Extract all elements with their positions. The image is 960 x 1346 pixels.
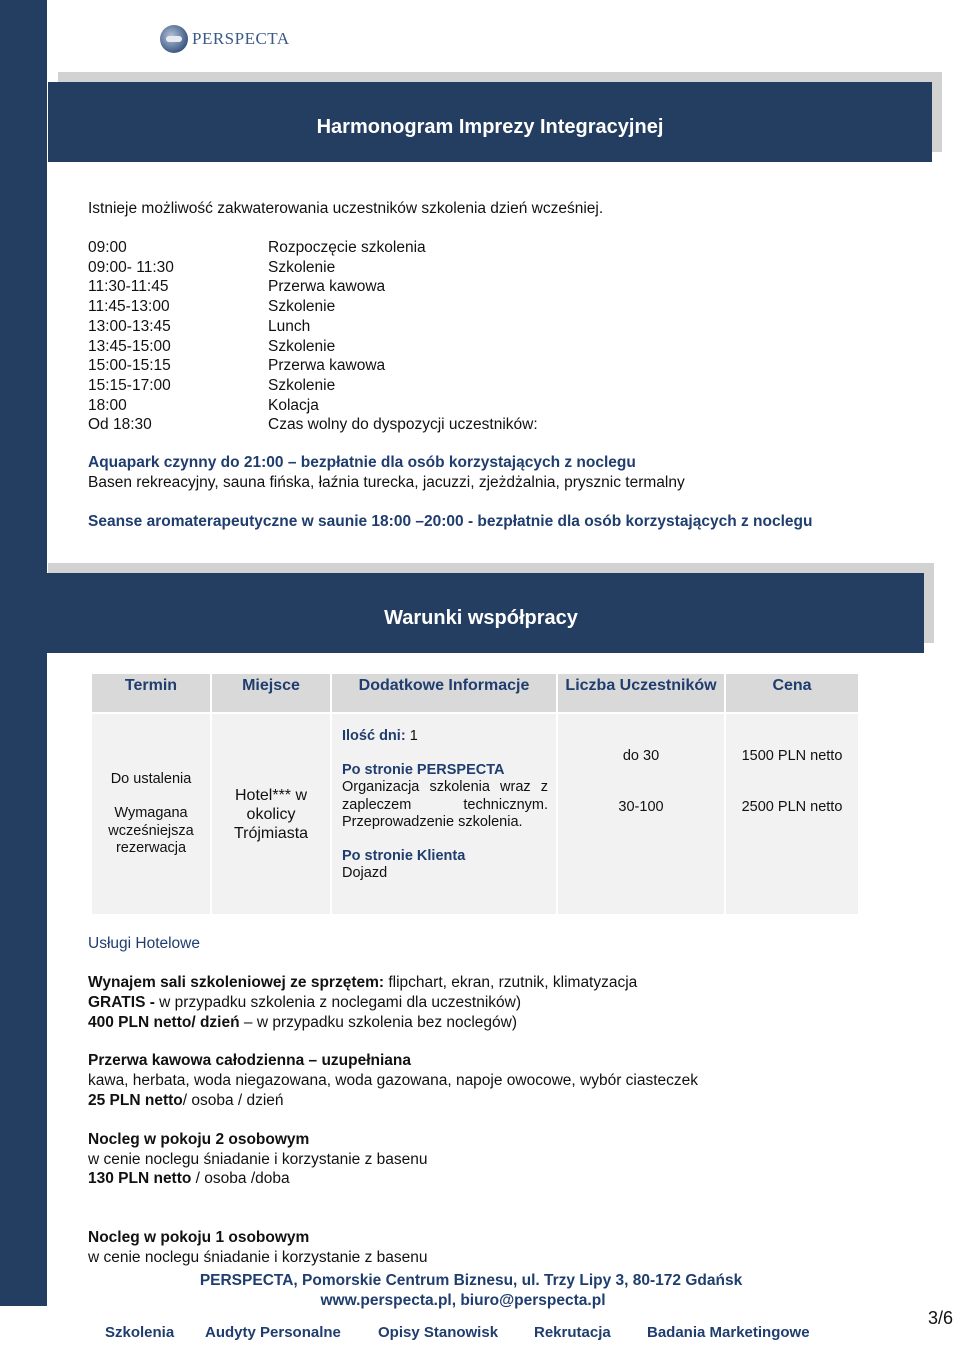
conditions-banner: Warunki współpracy [38, 573, 924, 653]
schedule-activity: Szkolenie [268, 337, 336, 355]
sauna-sessions: Seanse aromaterapeutyczne w saunie 18:00 –20:00 - bezpłatnie dla osób korzystających z noclegu [88, 513, 813, 530]
schedule-activity: Przerwa kawowa [268, 357, 386, 375]
schedule-row [88, 415, 538, 435]
schedule-time: 15:00-15:15 [88, 357, 171, 375]
table-header-row [91, 673, 859, 713]
schedule-time: 18:00 [88, 396, 127, 414]
schedule-row [88, 356, 538, 376]
logo-text: PERSPECTA [192, 29, 290, 48]
nav-item-opisy[interactable]: Opisy Stanowisk [378, 1324, 499, 1341]
schedule-row [88, 337, 538, 357]
schedule-time: Od 18:30 [88, 416, 152, 434]
double-room-heading: Nocleg w pokoju 2 osobowym [88, 1131, 310, 1148]
conditions-table [90, 672, 860, 916]
schedule-activity: Szkolenie [268, 258, 336, 276]
schedule-row [88, 297, 538, 317]
schedule-activity: Szkolenie [268, 298, 336, 316]
left-side-bar [0, 0, 47, 1306]
price-value: 2500 PLN netto [741, 799, 843, 815]
participants-value: do 30 [622, 748, 660, 764]
schedule-activity: Czas wolny do dyspozycji uczestników: [268, 416, 538, 434]
schedule-row [88, 238, 538, 258]
coffee-price-line: 25 PLN netto/ osoba / dzień [88, 1092, 284, 1109]
schedule-time: 15:15-17:00 [88, 376, 171, 394]
header-price: Cena [725, 673, 859, 713]
days-line [342, 728, 548, 746]
schedule-row [88, 277, 538, 297]
schedule-time: 11:30-11:45 [88, 278, 169, 296]
single-room-includes: w cenie noclegu śniadanie i korzystanie z basenu [88, 1249, 428, 1266]
double-room-price-line: 130 PLN netto / osoba /doba [88, 1170, 290, 1187]
schedule-time: 09:00 [88, 239, 127, 256]
coffee-items: kawa, herbata, woda niegazowana, woda gazowana, napoje owocowe, wybór ciasteczek [88, 1072, 699, 1089]
schedule-time: 11:45-13:00 [88, 298, 170, 316]
perspecta-heading: Po stronie PERSPECTA [342, 761, 505, 778]
double-room-includes: w cenie noclegu śniadanie i korzystanie z basenu [88, 1151, 428, 1168]
schedule-list [88, 238, 538, 435]
table-row [91, 713, 859, 915]
schedule-row [88, 317, 538, 337]
price-cell [725, 713, 859, 915]
perspecta-text: Organizacja szkolenia wraz z zapleczem technicznym. Przeprowadzenie szkolenia. [342, 779, 548, 830]
schedule-row [88, 376, 538, 396]
days-label: Ilość dni: [342, 728, 406, 744]
termin-line1: Do ustalenia [110, 770, 192, 787]
logo-globe-icon [160, 25, 188, 53]
schedule-activity: Przerwa kawowa [268, 278, 386, 296]
header-info: Dodatkowe Informacje [331, 673, 557, 713]
gratis-line: GRATIS - w przypadku szkolenia z noclegami dla uczestników) [88, 994, 522, 1011]
page-number: 3/6 [928, 1308, 954, 1328]
nav-item-audyty[interactable]: Audyty Personalne [205, 1324, 341, 1341]
days-value: 1 [409, 728, 418, 744]
termin-line2: Wymagana wcześniejsza rezerwacja [108, 805, 194, 856]
room-rental-line: Wynajem sali szkoleniowej ze sprzętem: flipchart, ekran, rzutnik, klimatyzacja [88, 974, 638, 991]
client-text: Dojazd [342, 865, 388, 881]
nav-item-badania[interactable]: Badania Marketingowe [647, 1324, 810, 1341]
coffee-heading: Przerwa kawowa całodzienna – uzupełniana [88, 1052, 412, 1069]
hotel-services-heading: Usługi Hotelowe [88, 935, 200, 952]
participants-cell [557, 713, 725, 915]
aquapark-details: Basen rekreacyjny, sauna fińska, łaźnia turecka, jacuzzi, zjeżdżalnia, prysznic termalny [88, 474, 685, 491]
schedule-row [88, 258, 538, 278]
footer-contact: www.perspecta.pl, biuro@perspecta.pl [320, 1292, 606, 1309]
client-heading: Po stronie Klienta [342, 847, 466, 864]
schedule-activity: Lunch [268, 317, 311, 335]
aquapark-headline: Aquapark czynny do 21:00 – bezpłatnie dla osób korzystających z noclegu [88, 454, 636, 471]
termin-cell [91, 713, 211, 915]
schedule-time: 09:00- 11:30 [88, 258, 174, 276]
title-banner: Harmonogram Imprezy Integracyjnej [48, 82, 932, 162]
schedule-activity: Rozpoczęcie szkolenia [268, 239, 426, 256]
intro-text: Istnieje możliwość zakwaterowania uczestników szkolenia dzień wcześniej. [88, 200, 604, 217]
schedule-activity: Szkolenie [268, 376, 336, 394]
schedule-time: 13:00-13:45 [88, 317, 171, 335]
room-price-line: 400 PLN netto/ dzień – w przypadku szkolenia bez noclegów) [88, 1014, 518, 1031]
header-miejsce: Miejsce [211, 673, 331, 713]
header-participants: Liczba Uczestników [557, 673, 725, 713]
price-value: 1500 PLN netto [741, 748, 843, 764]
schedule-row [88, 396, 538, 416]
footer-nav [0, 1324, 946, 1344]
info-cell [331, 713, 557, 915]
header-termin: Termin [91, 673, 211, 713]
client-block [342, 848, 548, 883]
perspecta-logo [160, 22, 290, 56]
schedule-time: 13:45-15:00 [88, 337, 171, 355]
footer-address: PERSPECTA, Pomorskie Centrum Biznesu, ul. Trzy Lipy 3, 80-172 Gdańsk [199, 1272, 743, 1289]
nav-item-rekrutacja[interactable]: Rekrutacja [534, 1324, 611, 1341]
miejsce-text: Hotel*** w okolicy Trójmiasta [233, 786, 309, 842]
schedule-activity: Kolacja [268, 396, 319, 414]
participants-value: 30-100 [618, 799, 664, 815]
single-room-heading: Nocleg w pokoju 1 osobowym [88, 1229, 310, 1246]
perspecta-block [342, 762, 548, 832]
nav-item-szkolenia[interactable]: Szkolenia [105, 1324, 175, 1341]
miejsce-cell [211, 713, 331, 915]
